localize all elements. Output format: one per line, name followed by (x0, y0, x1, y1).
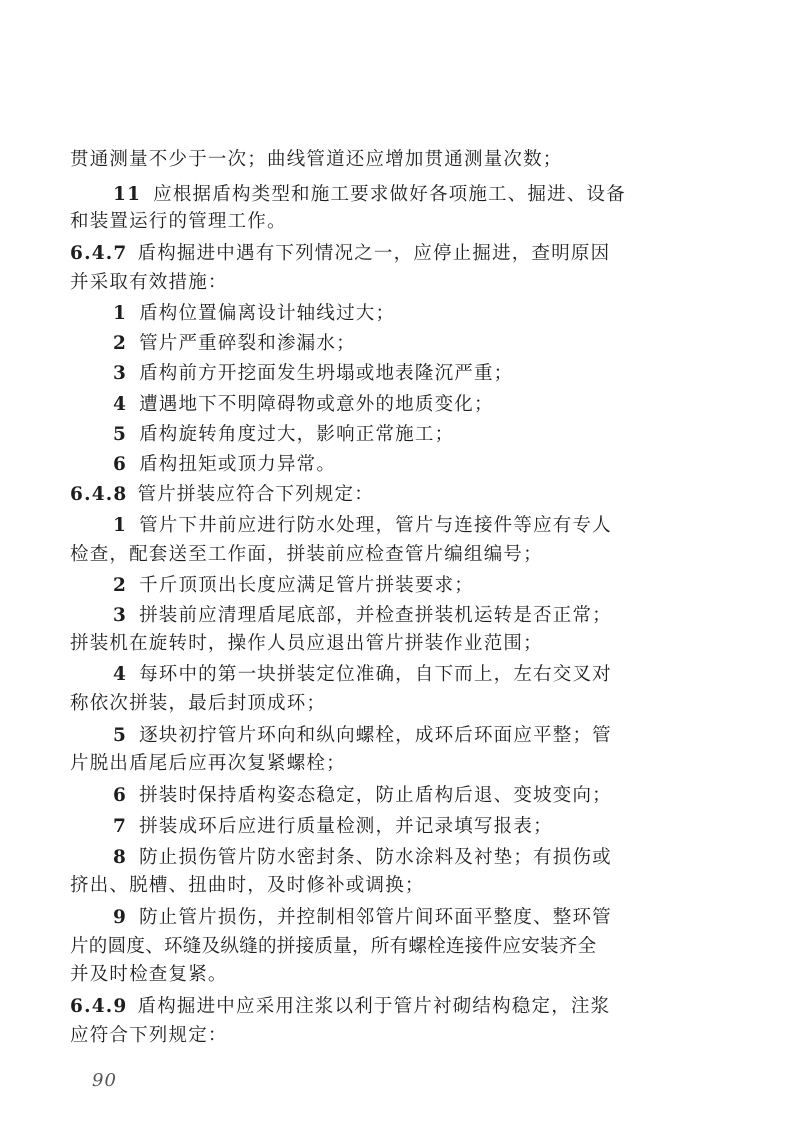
text-line (70, 271, 228, 295)
line-text: 拼装前应清理盾尾底部，并检查拼装机运转是否正常； (139, 605, 612, 626)
item-number: 8 (113, 847, 128, 868)
line-text: 并及时检查复紧。 (70, 964, 228, 985)
line-text: 贯通测量不少于一次；曲线管道还应增加贯通测量次数； (70, 149, 563, 170)
clause-heading (70, 995, 610, 1019)
text-line (70, 210, 287, 234)
line-text: 盾构掘进中应采用注浆以利于管片衬砌结构稳定，注浆 (137, 996, 611, 1017)
line-text: 拼装成环后应进行质量检测，并记录填写报表； (139, 816, 553, 837)
clause-heading (70, 242, 610, 266)
item-number: 7 (113, 816, 128, 837)
line-text: 检查，配套送至工作面，拼装前应检查管片编组编号； (70, 544, 543, 565)
list-item (113, 423, 454, 447)
item-number: 1 (113, 303, 128, 324)
clause-number: 6.4.7 (70, 243, 128, 264)
item-number: 6 (113, 454, 128, 475)
line-text: 应根据盾构类型和施工要求做好各项施工、掘进、设备 (153, 184, 626, 205)
line-text: 片的圆度、环缝及纵缝的拼接质量，所有螺栓连接件应安装齐全 (70, 936, 597, 957)
line-text: 应符合下列规定： (70, 1025, 228, 1046)
item-number: 3 (113, 605, 128, 626)
item-number: 3 (113, 363, 128, 384)
line-text: 称依次拼装，最后封顶成环； (70, 693, 327, 714)
item-number: 2 (113, 333, 128, 354)
text-line (70, 935, 596, 959)
list-item (113, 604, 612, 628)
item-number: 6 (113, 785, 128, 806)
text-line (70, 632, 543, 656)
list-item (113, 815, 553, 839)
list-item (113, 663, 612, 687)
line-text: 挤出、脱槽、扭曲时，及时修补或调换； (70, 875, 425, 896)
line-text: 防止管片损伤，并控制相邻管片间环面平整度、整环管 (139, 907, 612, 928)
item-number: 2 (113, 575, 128, 596)
text-line (70, 963, 228, 987)
item-number: 1 (113, 515, 128, 536)
line-text: 千斤顶顶出长度应满足管片拼装要求； (139, 575, 474, 596)
list-item (113, 362, 513, 386)
clause-heading (70, 483, 374, 507)
line-text: 管片拼装应符合下列规定： (137, 484, 374, 505)
text-line (70, 692, 326, 716)
item-number: 4 (113, 394, 128, 415)
list-item (113, 514, 612, 538)
list-item (113, 332, 356, 356)
line-text: 管片严重碎裂和渗漏水； (139, 333, 356, 354)
line-text: 盾构掘进中遇有下列情况之一，应停止掘进，查明原因 (137, 243, 611, 264)
line-text: 盾构位置偏离设计轴线过大； (139, 303, 396, 324)
line-text: 盾构扭矩或顶力异常。 (139, 454, 337, 475)
item-number: 5 (113, 725, 128, 746)
list-item (113, 906, 612, 930)
text-line (70, 752, 346, 776)
line-text: 盾构前方开挖面发生坍塌或地表隆沉严重； (139, 363, 514, 384)
clause-number: 6.4.9 (70, 996, 128, 1017)
item-number: 9 (113, 907, 128, 928)
text-line (70, 148, 563, 172)
list-item (113, 724, 612, 748)
text-line (70, 1024, 228, 1048)
list-item (113, 302, 395, 326)
line-text: 管片下井前应进行防水处理，管片与连接件等应有专人 (139, 515, 612, 536)
line-text: 和装置运行的管理工作。 (70, 211, 287, 232)
line-text: 每环中的第一块拼装定位准确，自下而上，左右交叉对 (139, 664, 612, 685)
list-item (113, 453, 336, 477)
line-text: 并采取有效措施： (70, 272, 228, 293)
clause-number: 6.4.8 (70, 484, 128, 505)
text-line (70, 543, 543, 567)
line-text: 防止损伤管片防水密封条、防水涂料及衬垫；有损伤或 (139, 847, 612, 868)
text-line (70, 874, 425, 898)
list-item (113, 574, 474, 598)
line-text: 片脱出盾尾后应再次复紧螺栓； (70, 753, 346, 774)
list-item (113, 846, 612, 870)
list-item (113, 784, 612, 808)
line-text: 逐块初拧管片环向和纵向螺栓，成环后环面应平整；管 (139, 725, 612, 746)
page-number: 90 (92, 1070, 117, 1091)
list-item (113, 183, 626, 207)
line-text: 拼装机在旋转时，操作人员应退出管片拼装作业范围； (70, 633, 543, 654)
item-number: 11 (113, 184, 142, 205)
item-number: 4 (113, 664, 128, 685)
list-item (113, 393, 494, 417)
line-text: 盾构旋转角度过大，影响正常施工； (139, 424, 455, 445)
line-text: 拼装时保持盾构姿态稳定，防止盾构后退、变坡变向； (139, 785, 612, 806)
item-number: 5 (113, 424, 128, 445)
line-text: 遭遇地下不明障碍物或意外的地质变化； (139, 394, 494, 415)
